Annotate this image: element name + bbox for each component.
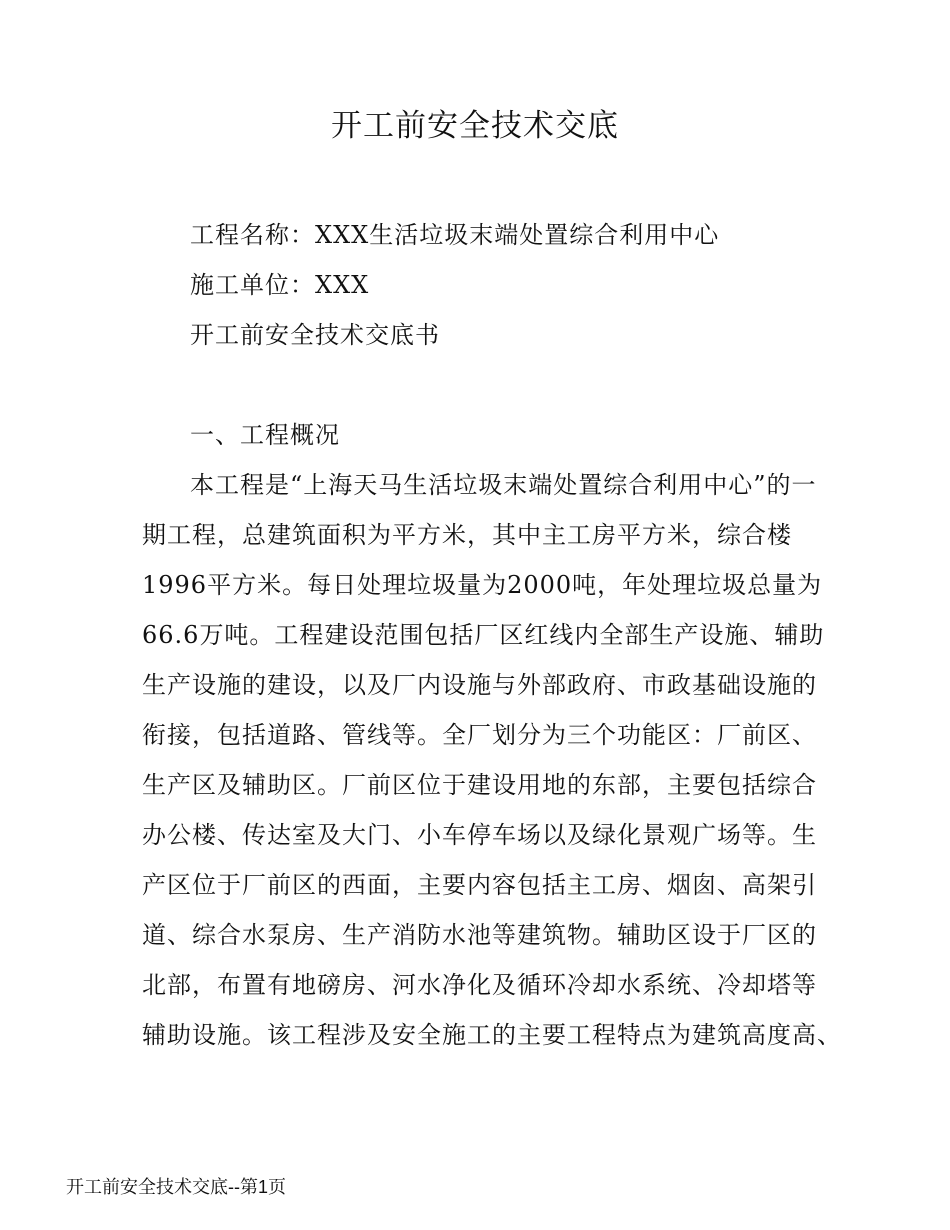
page-footer: 开工前安全技术交底--第1页 [66,1177,286,1197]
paragraph-line-3: 1996平方米。每日处理垃圾量为2000吨，年处理垃圾总量为 [142,571,823,599]
paragraph-line-1: 本工程是“上海天马生活垃圾末端处置综合利用中心”的一 [190,471,817,499]
document-name-line: 开工前安全技术交底书 [190,321,440,349]
paragraph-line-10: 道、综合水泵房、生产消防水池等建筑物。辅助区设于厂区的 [142,921,817,949]
paragraph-line-2: 期工程，总建筑面积为平方米，其中主工房平方米，综合楼 [142,521,792,549]
paragraph-line-11: 北部，布置有地磅房、河水净化及循环冷却水系统、冷却塔等 [142,971,817,999]
page-title: 开工前安全技术交底 [331,108,619,144]
paragraph-line-6: 衔接，包括道路、管线等。全厂划分为三个功能区：厂前区、 [142,721,817,749]
paragraph-line-8: 办公楼、传达室及大门、小车停车场以及绿化景观广场等。生 [142,821,817,849]
paragraph-line-5: 生产设施的建设，以及厂内设施与外部政府、市政基础设施的 [142,671,817,699]
paragraph-line-12: 辅助设施。该工程涉及安全施工的主要工程特点为建筑高度高、 [142,1021,842,1049]
paragraph-line-9: 产区位于厂前区的西面，主要内容包括主工房、烟囱、高架引 [142,871,817,899]
project-name-line: 工程名称：XXX生活垃圾末端处置综合利用中心 [190,221,720,249]
paragraph-line-4: 66.6万吨。工程建设范围包括厂区红线内全部生产设施、辅助 [142,621,825,649]
paragraph-line-7: 生产区及辅助区。厂前区位于建设用地的东部，主要包括综合 [142,771,817,799]
section-heading: 一、工程概况 [190,421,340,449]
construction-unit-line: 施工单位：XXX [190,271,370,299]
